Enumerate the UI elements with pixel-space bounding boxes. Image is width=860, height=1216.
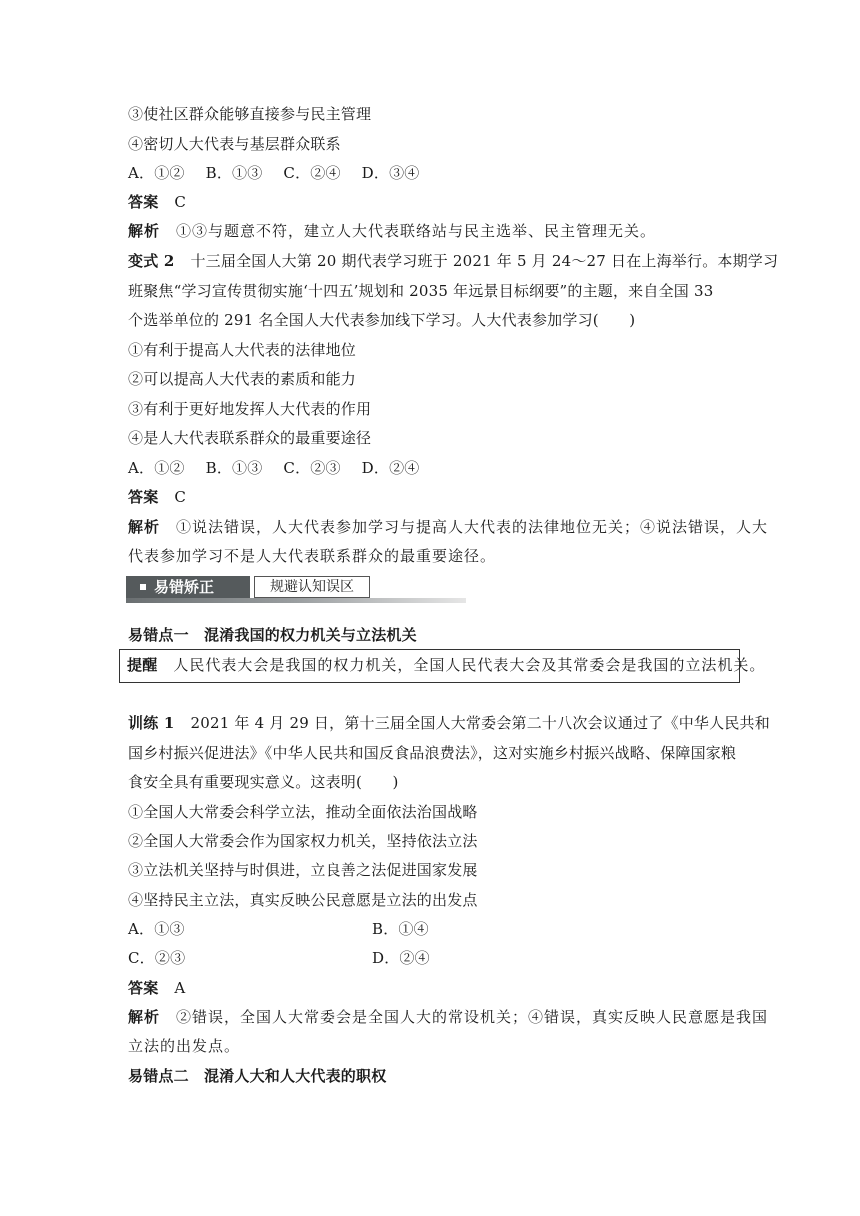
explanation-label: 解析 xyxy=(128,222,161,240)
variant-option-3: ③有利于更好地发挥人大代表的作用 xyxy=(128,400,372,418)
training-choices-row-2 xyxy=(128,948,728,968)
reminder-text: 人民代表大会是我国的权力机关，全国人民代表大会及其常委会是我国的立法机关。 xyxy=(173,656,766,674)
banner-title xyxy=(126,576,250,598)
training-option-4: ④坚持民主立法，真实反映公民意愿是立法的出发点 xyxy=(128,891,478,909)
training-option-3: ③立法机关坚持与时俱进，立良善之法促进国家发展 xyxy=(128,861,478,879)
variant-explanation-line xyxy=(128,517,768,537)
variant-question-line-2: 班聚焦“学习宣传贯彻实施‘十四五’规划和 2035 年远景目标纲要”的主题，来自全国 33 xyxy=(128,282,714,300)
banner-underline xyxy=(126,598,466,603)
explanation-label: 解析 xyxy=(128,1008,161,1026)
option-3: ③使社区群众能够直接参与民主管理 xyxy=(128,105,372,123)
training-question-line-2: 国乡村振兴促进法》《中华人民共和国反食品浪费法》，这对实施乡村振兴战略、保障国家粮 xyxy=(128,744,737,762)
section-banner xyxy=(126,576,466,603)
explanation-line xyxy=(128,221,656,241)
variant-option-1: ①有利于提高人大代表的法律地位 xyxy=(128,341,357,359)
answer-choices xyxy=(128,163,419,183)
choice-d: D．②④ xyxy=(361,459,420,477)
training-option-1: ①全国人大常委会科学立法，推动全面依法治国战略 xyxy=(128,803,478,821)
training-label: 训练 1 xyxy=(128,714,175,732)
error-point-2-heading: 易错点二 混淆人大和人大代表的职权 xyxy=(128,1067,387,1085)
reminder-label: 提醒 xyxy=(127,656,158,674)
choice-b: B．①③ xyxy=(205,164,263,182)
answer-value: C xyxy=(174,193,187,211)
choice-a: A．①② xyxy=(128,164,185,182)
variant-question-line xyxy=(128,251,778,271)
variant-text: 十三届全国人大第 20 期代表学习班于 2021 年 5 月 24～27 日在上海举行。本期学习 xyxy=(190,252,779,270)
option-4: ④密切人大代表与基层群众联系 xyxy=(128,135,341,153)
variant-question-line-3: 个选举单位的 291 名全国人大代表参加线下学习。人大代表参加学习( ) xyxy=(128,311,636,329)
banner-title-text: 易错矫正 xyxy=(154,578,215,596)
answer-label: 答案 xyxy=(128,193,159,211)
variant-label: 变式 2 xyxy=(128,252,175,270)
choice-b: B．①④ xyxy=(372,920,429,938)
choice-c: C．②④ xyxy=(283,164,341,182)
variant-answer-line xyxy=(128,487,186,507)
explanation-text: ①说法错误，人大代表参加学习与提高人大代表的法律地位无关；④说法错误，人大 xyxy=(176,518,769,536)
training-question-line xyxy=(128,713,770,733)
square-bullet-icon xyxy=(140,584,146,590)
banner-subtitle: 规避认知误区 xyxy=(254,576,370,598)
explanation-label: 解析 xyxy=(128,518,161,536)
variant-option-4: ④是人大代表联系群众的最重要途径 xyxy=(128,429,372,447)
answer-label: 答案 xyxy=(128,979,159,997)
explanation-text: ②错误，全国人大常委会是全国人大的常设机关；④错误，真实反映人民意愿是我国 xyxy=(176,1008,769,1026)
training-explanation-line xyxy=(128,1007,768,1027)
choice-b: B．①③ xyxy=(205,459,263,477)
choice-c: C．②③ xyxy=(283,459,341,477)
training-text: 2021 年 4 月 29 日，第十三届全国人大常委会第二十八次会议通过了《中华人民共和 xyxy=(190,714,770,732)
choice-d: D．③④ xyxy=(361,164,420,182)
error-point-1-heading: 易错点一 混淆我国的权力机关与立法机关 xyxy=(128,626,417,644)
variant-option-2: ②可以提高人大代表的素质和能力 xyxy=(128,370,357,388)
training-option-2: ②全国人大常委会作为国家权力机关，坚持依法立法 xyxy=(128,832,478,850)
reminder-line xyxy=(127,655,765,675)
answer-value: C xyxy=(174,488,187,506)
reminder-box xyxy=(119,649,766,683)
answer-value: A xyxy=(174,979,186,997)
choice-a: A．①③ xyxy=(128,920,185,938)
training-explanation-line-2: 立法的出发点。 xyxy=(128,1037,241,1055)
training-answer-line xyxy=(128,978,185,998)
training-question-line-3: 食安全具有重要现实意义。这表明( ) xyxy=(128,773,399,791)
choice-c: C．②③ xyxy=(128,949,186,967)
variant-explanation-line-2: 代表参加学习不是人大代表联系群众的最重要途径。 xyxy=(128,547,497,565)
variant-answer-choices xyxy=(128,458,419,478)
choice-d: D．②④ xyxy=(372,949,430,967)
choice-a: A．①② xyxy=(128,459,185,477)
answer-line xyxy=(128,192,186,212)
answer-label: 答案 xyxy=(128,488,159,506)
training-choices-row-1 xyxy=(128,919,728,939)
explanation-text: ①③与题意不符，建立人大代表联络站与民主选举、民主管理无关。 xyxy=(176,222,657,240)
